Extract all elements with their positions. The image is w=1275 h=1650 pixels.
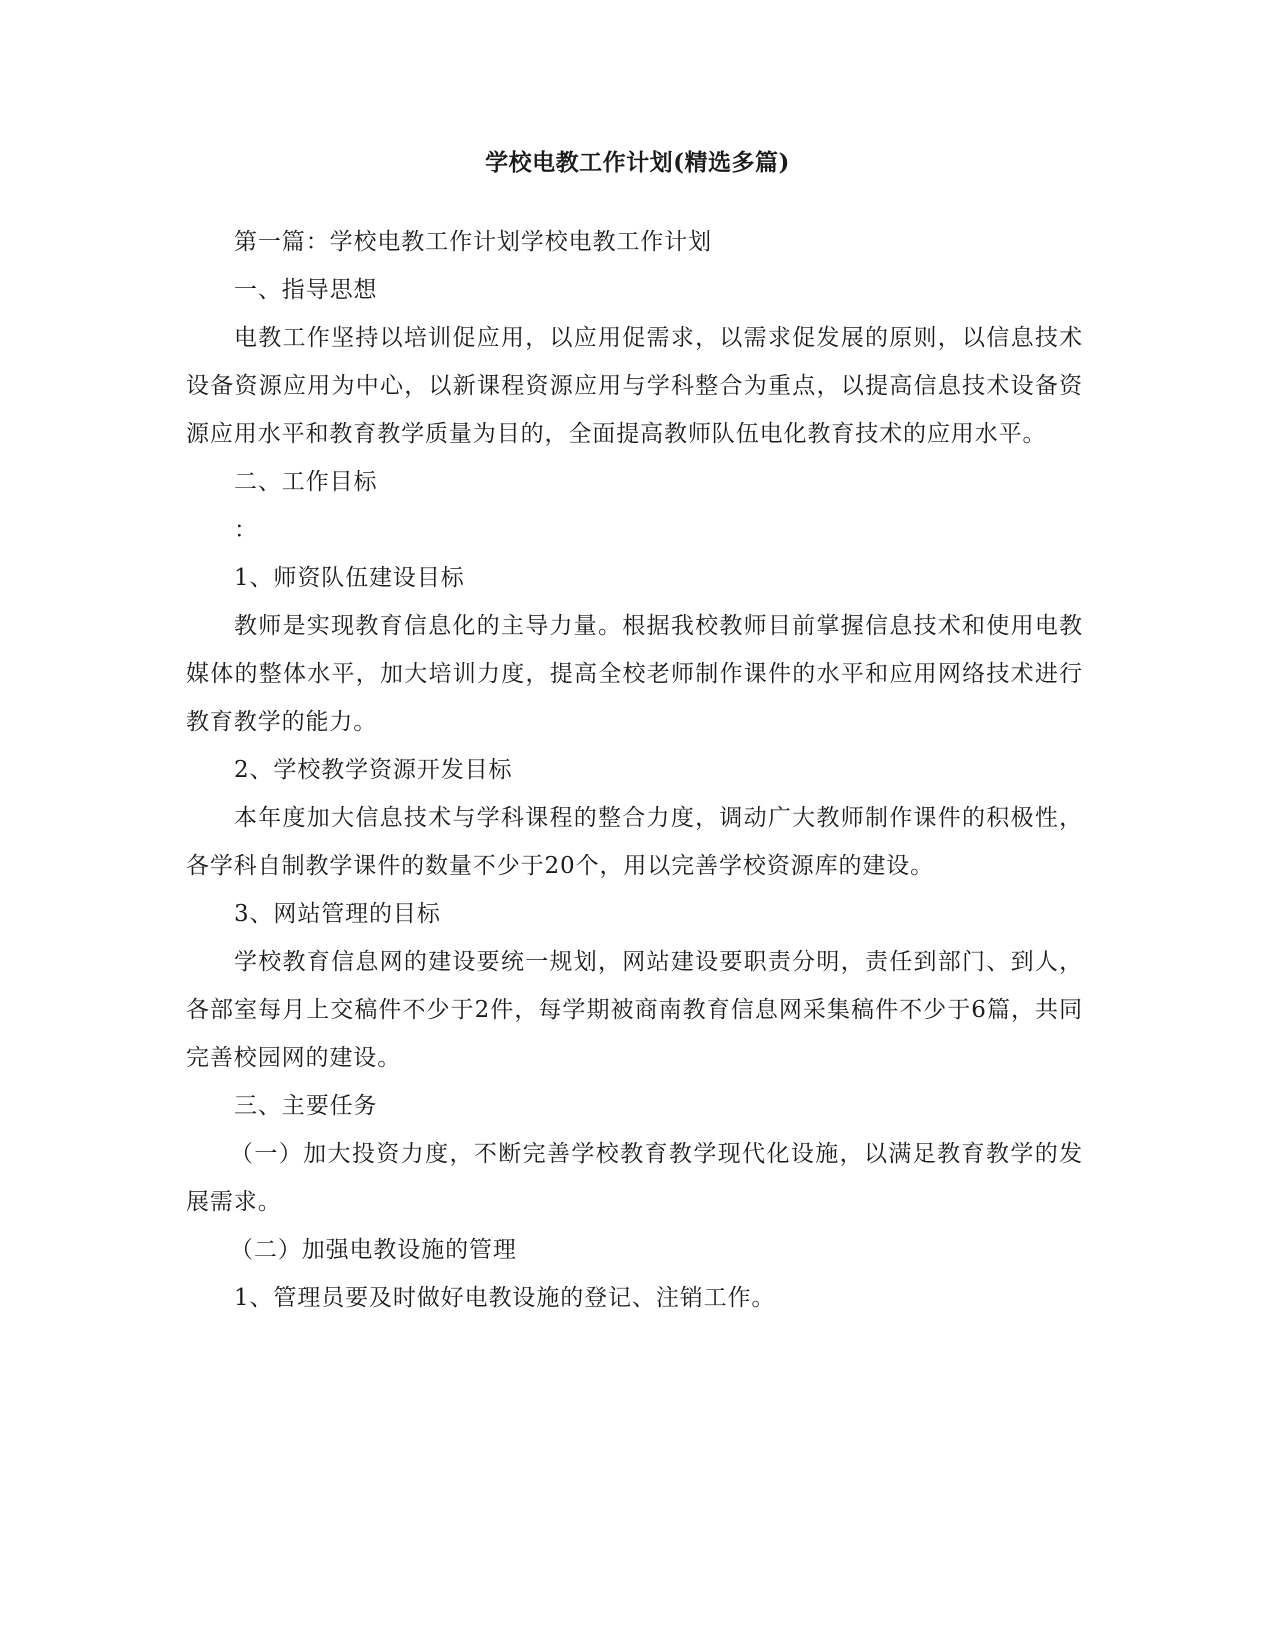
paragraph-guiding-ideology: 电教工作坚持以培训促应用，以应用促需求，以需求促发展的原则，以信息技术设备资源应用为中心，以新课程资源应用与学科整合为重点，以提高信息技术设备资源应用水平和教育教学质量为目的，全面提高教师队伍电化教育技术的应用水平。 [186, 325, 1083, 447]
heading-work-goals: 二、工作目标 [234, 469, 378, 495]
heading-guiding-ideology: 一、指导思想 [234, 277, 378, 303]
document-body [186, 218, 1083, 1322]
document-title: 学校电教工作计划(精选多篇) [485, 149, 790, 176]
heading-resource-development-goal: 2、学校教学资源开发目标 [234, 757, 513, 783]
section-heading-part-one: 第一篇：学校电教工作计划学校电教工作计划 [234, 229, 712, 255]
paragraph-teacher-team-goal: 教师是实现教育信息化的主导力量。根据我校教师目前掌握信息技术和使用电教媒体的整体水平，加大培训力度，提高全校老师制作课件的水平和应用网络技术进行教育教学的能力。 [186, 613, 1083, 735]
paragraph-website-management-goal: 学校教育信息网的建设要统一规划，网站建设要职责分明，责任到部门、到人，各部室每月上交稿件不少于2件，每学期被商南教育信息网采集稿件不少于6篇，共同完善校园网的建设。 [186, 949, 1083, 1071]
heading-task-two: （二）加强电教设施的管理 [230, 1237, 517, 1263]
heading-website-management-goal: 3、网站管理的目标 [234, 901, 441, 927]
heading-teacher-team-goal: 1、师资队伍建设目标 [234, 565, 465, 591]
colon-line: ： [234, 517, 258, 543]
heading-main-tasks: 三、主要任务 [234, 1093, 378, 1119]
paragraph-resource-development-goal: 本年度加大信息技术与学科课程的整合力度，调动广大教师制作课件的积极性，各学科自制教学课件的数量不少于20个，用以完善学校资源库的建设。 [186, 805, 1083, 879]
paragraph-task-two-item-one: 1、管理员要及时做好电教设施的登记、注销工作。 [234, 1285, 776, 1311]
paragraph-task-one: （一）加大投资力度，不断完善学校教育教学现代化设施，以满足教育教学的发展需求。 [186, 1141, 1083, 1215]
